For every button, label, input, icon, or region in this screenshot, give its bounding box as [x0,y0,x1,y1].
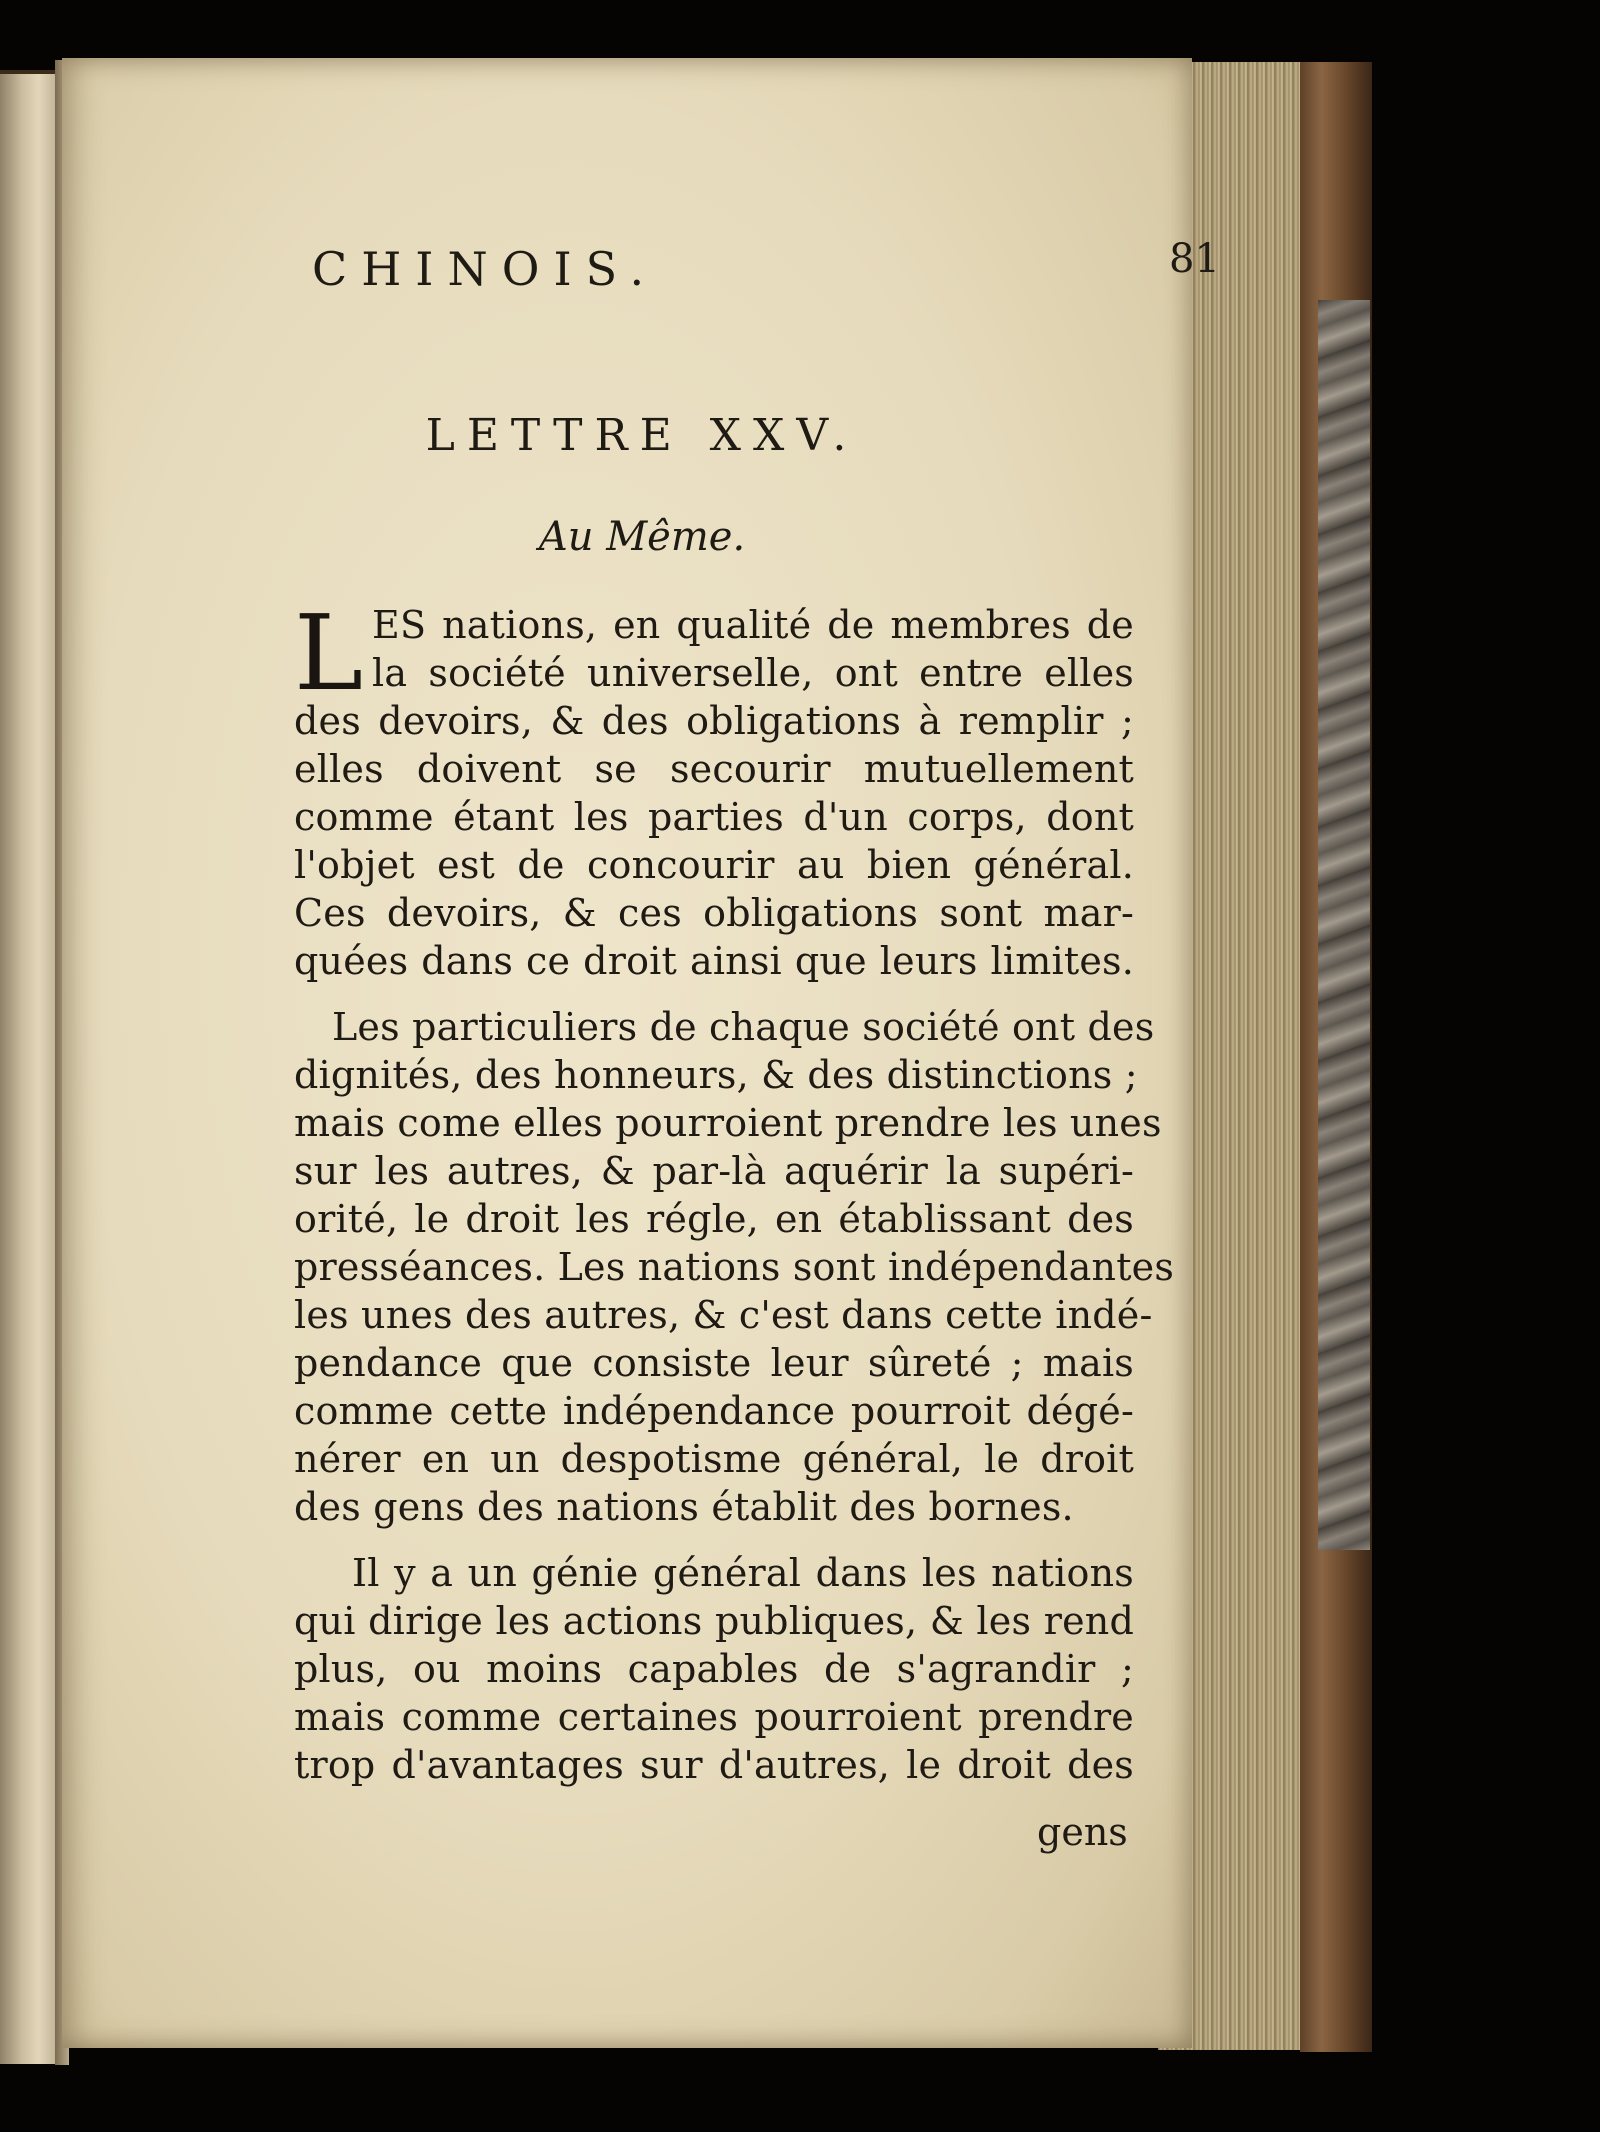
text-line: qui dirige les actions publiques, & les rend [294,1599,1134,1643]
drop-cap: L [294,592,364,714]
text-line: l'objet est de concourir au bien général. [294,843,1134,887]
text-line: orité, le droit les régle, en établissant des [294,1197,1134,1241]
text-line: ES nations, en qualité de membres de [372,603,1134,647]
text-line: elles doivent se secourir mutuellement [294,747,1134,791]
text-line: mais come elles pourroient prendre les unes [294,1101,1162,1145]
text-line: presséances. Les nations sont indépendantes [294,1245,1175,1289]
catchword: gens [1037,1810,1128,1854]
text-line: des gens des nations établit des bornes. [294,1485,1074,1529]
text-line: la société universelle, ont entre elles [372,651,1134,695]
text-line: comme cette indépendance pourroit dégé- [294,1389,1134,1433]
running-head: CHINOIS. [312,242,659,296]
letter-title: LETTRE XXV. [425,410,859,461]
text-line: dignités, des honneurs, & des distinctions ; [294,1053,1138,1097]
text-block [294,592,1175,1903]
text-line: des devoirs, & des obligations à remplir ; [294,699,1134,743]
text-line: mais comme certaines pourroient prendre [294,1695,1134,1739]
left-page-edge [0,70,55,2064]
text-line: pendance que consiste leur sûreté ; mais [294,1341,1134,1385]
text-line: comme étant les parties d'un corps, dont [294,795,1134,839]
text-line: les unes des autres, & c'est dans cette indé- [294,1293,1153,1337]
page-number: 81 [1169,236,1220,282]
marbled-paper [1318,300,1370,1550]
text-line: trop d'avantages sur d'autres, le droit des [294,1743,1134,1787]
text-line: nérer en un despotisme général, le droit [294,1437,1134,1481]
text-line: Les particuliers de chaque société ont des [332,1005,1155,1049]
text-line: Il y a un génie général dans les nations [352,1551,1134,1595]
book-page [62,58,1220,2048]
text-line: sur les autres, & par-là aquérir la supéri- [294,1149,1134,1193]
text-line: Ces devoirs, & ces obligations sont mar- [294,891,1134,935]
text-line: plus, ou moins capables de s'agrandir ; [294,1647,1134,1691]
text-line: quées dans ce droit ainsi que leurs limites. [294,939,1134,983]
addressee: Au Même. [538,514,746,560]
